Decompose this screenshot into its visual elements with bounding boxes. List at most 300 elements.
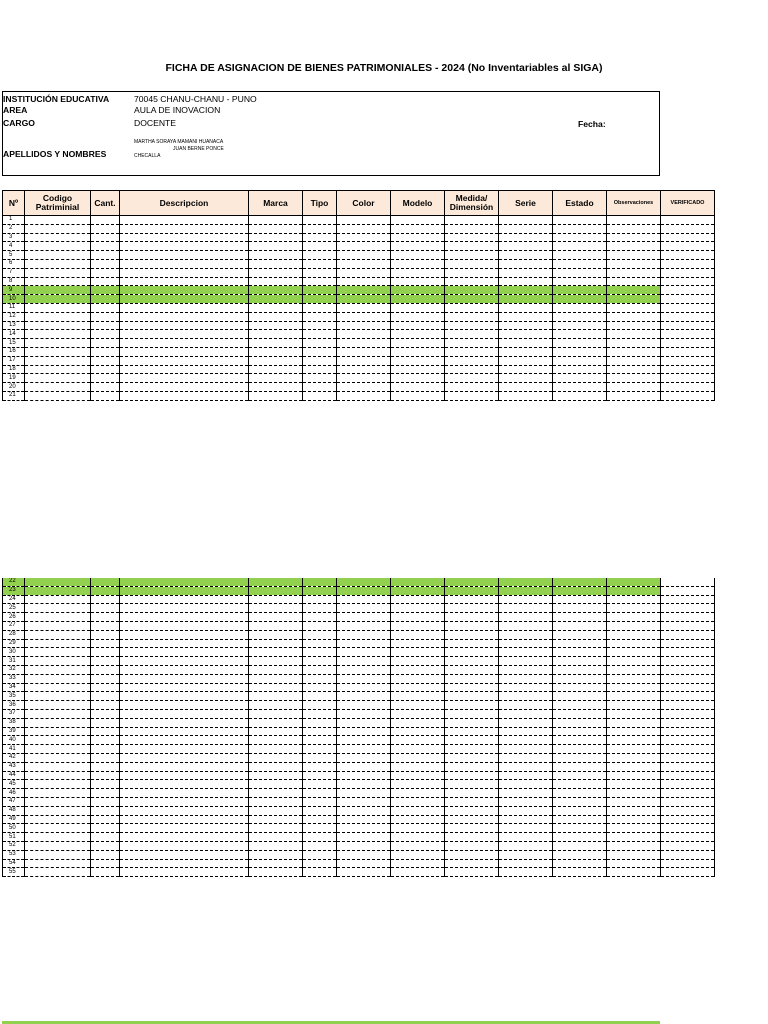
table-cell[interactable] bbox=[249, 630, 303, 639]
cell-verificado[interactable] bbox=[661, 242, 715, 251]
table-cell[interactable] bbox=[120, 727, 249, 736]
table-cell[interactable] bbox=[445, 268, 499, 277]
table-cell[interactable] bbox=[499, 648, 553, 657]
table-cell[interactable] bbox=[120, 683, 249, 692]
table-cell[interactable] bbox=[249, 762, 303, 771]
table-cell[interactable] bbox=[499, 657, 553, 666]
table-cell[interactable] bbox=[391, 374, 445, 383]
table-cell[interactable] bbox=[120, 224, 249, 233]
table-cell[interactable] bbox=[303, 216, 337, 225]
table-cell[interactable] bbox=[303, 753, 337, 762]
table-cell[interactable] bbox=[249, 771, 303, 780]
table-cell[interactable] bbox=[499, 224, 553, 233]
table-cell[interactable] bbox=[391, 745, 445, 754]
table-cell[interactable] bbox=[607, 391, 661, 400]
table-cell[interactable] bbox=[337, 771, 391, 780]
table-cell[interactable] bbox=[499, 586, 553, 595]
table-cell[interactable] bbox=[249, 330, 303, 339]
table-cell[interactable] bbox=[337, 789, 391, 798]
table-cell[interactable] bbox=[499, 374, 553, 383]
table-cell[interactable] bbox=[445, 718, 499, 727]
table-cell[interactable] bbox=[249, 727, 303, 736]
cell-verificado[interactable] bbox=[661, 833, 715, 842]
table-cell[interactable] bbox=[607, 383, 661, 392]
table-cell[interactable] bbox=[445, 233, 499, 242]
table-cell[interactable] bbox=[607, 648, 661, 657]
table-cell[interactable] bbox=[553, 753, 607, 762]
table-cell[interactable] bbox=[499, 868, 553, 877]
table-cell[interactable] bbox=[25, 762, 91, 771]
table-cell[interactable] bbox=[25, 815, 91, 824]
table-cell[interactable] bbox=[337, 578, 391, 586]
table-cell[interactable] bbox=[120, 753, 249, 762]
table-cell[interactable] bbox=[91, 692, 120, 701]
cell-verificado[interactable] bbox=[661, 216, 715, 225]
table-cell[interactable] bbox=[337, 595, 391, 604]
table-cell[interactable] bbox=[337, 330, 391, 339]
table-cell[interactable] bbox=[499, 233, 553, 242]
table-cell[interactable] bbox=[120, 312, 249, 321]
table-cell[interactable] bbox=[25, 330, 91, 339]
table-cell[interactable] bbox=[120, 630, 249, 639]
table-cell[interactable] bbox=[607, 339, 661, 348]
table-cell[interactable] bbox=[391, 339, 445, 348]
cell-verificado[interactable] bbox=[661, 771, 715, 780]
table-cell[interactable] bbox=[391, 657, 445, 666]
table-cell[interactable] bbox=[91, 613, 120, 622]
table-cell[interactable] bbox=[249, 391, 303, 400]
table-cell[interactable] bbox=[249, 224, 303, 233]
table-cell[interactable] bbox=[303, 224, 337, 233]
table-cell[interactable] bbox=[445, 657, 499, 666]
table-cell[interactable] bbox=[303, 330, 337, 339]
cell-verificado[interactable] bbox=[661, 321, 715, 330]
table-cell[interactable] bbox=[25, 833, 91, 842]
table-cell[interactable] bbox=[303, 824, 337, 833]
table-cell[interactable] bbox=[249, 806, 303, 815]
table-cell[interactable] bbox=[91, 578, 120, 586]
table-cell[interactable] bbox=[25, 268, 91, 277]
table-cell[interactable] bbox=[499, 745, 553, 754]
cell-verificado[interactable] bbox=[661, 330, 715, 339]
table-cell[interactable] bbox=[337, 321, 391, 330]
table-cell[interactable] bbox=[249, 859, 303, 868]
table-cell[interactable] bbox=[553, 613, 607, 622]
table-cell[interactable] bbox=[553, 339, 607, 348]
table-cell[interactable] bbox=[25, 242, 91, 251]
table-cell[interactable] bbox=[91, 356, 120, 365]
table-cell[interactable] bbox=[120, 841, 249, 850]
table-cell[interactable] bbox=[303, 868, 337, 877]
cell-verificado[interactable] bbox=[661, 815, 715, 824]
table-cell[interactable] bbox=[337, 736, 391, 745]
table-cell[interactable] bbox=[445, 683, 499, 692]
table-cell[interactable] bbox=[91, 295, 120, 304]
table-cell[interactable] bbox=[303, 268, 337, 277]
table-cell[interactable] bbox=[499, 709, 553, 718]
table-cell[interactable] bbox=[120, 771, 249, 780]
table-cell[interactable] bbox=[391, 648, 445, 657]
table-cell[interactable] bbox=[249, 374, 303, 383]
table-cell[interactable] bbox=[120, 595, 249, 604]
table-cell[interactable] bbox=[337, 639, 391, 648]
cell-verificado[interactable] bbox=[661, 780, 715, 789]
table-cell[interactable] bbox=[249, 604, 303, 613]
table-cell[interactable] bbox=[553, 806, 607, 815]
table-cell[interactable] bbox=[249, 312, 303, 321]
table-cell[interactable] bbox=[607, 613, 661, 622]
table-cell[interactable] bbox=[499, 789, 553, 798]
table-cell[interactable] bbox=[303, 586, 337, 595]
table-cell[interactable] bbox=[391, 630, 445, 639]
table-cell[interactable] bbox=[91, 657, 120, 666]
table-cell[interactable] bbox=[391, 683, 445, 692]
table-cell[interactable] bbox=[445, 745, 499, 754]
table-cell[interactable] bbox=[25, 321, 91, 330]
table-cell[interactable] bbox=[91, 242, 120, 251]
table-cell[interactable] bbox=[553, 365, 607, 374]
cell-verificado[interactable] bbox=[661, 613, 715, 622]
table-cell[interactable] bbox=[445, 321, 499, 330]
table-cell[interactable] bbox=[553, 621, 607, 630]
table-cell[interactable] bbox=[25, 806, 91, 815]
table-cell[interactable] bbox=[337, 745, 391, 754]
table-cell[interactable] bbox=[607, 692, 661, 701]
table-cell[interactable] bbox=[91, 321, 120, 330]
table-cell[interactable] bbox=[91, 833, 120, 842]
table-cell[interactable] bbox=[120, 374, 249, 383]
table-cell[interactable] bbox=[91, 850, 120, 859]
table-cell[interactable] bbox=[499, 727, 553, 736]
table-cell[interactable] bbox=[607, 251, 661, 260]
table-cell[interactable] bbox=[391, 347, 445, 356]
cell-verificado[interactable] bbox=[661, 303, 715, 312]
table-cell[interactable] bbox=[607, 242, 661, 251]
table-cell[interactable] bbox=[499, 718, 553, 727]
table-cell[interactable] bbox=[91, 762, 120, 771]
table-cell[interactable] bbox=[391, 841, 445, 850]
table-cell[interactable] bbox=[91, 365, 120, 374]
table-cell[interactable] bbox=[607, 683, 661, 692]
cell-verificado[interactable] bbox=[661, 286, 715, 295]
cell-verificado[interactable] bbox=[661, 665, 715, 674]
table-cell[interactable] bbox=[91, 286, 120, 295]
table-cell[interactable] bbox=[445, 295, 499, 304]
table-cell[interactable] bbox=[607, 303, 661, 312]
table-cell[interactable] bbox=[303, 339, 337, 348]
table-cell[interactable] bbox=[391, 365, 445, 374]
table-cell[interactable] bbox=[499, 701, 553, 710]
table-cell[interactable] bbox=[249, 674, 303, 683]
table-cell[interactable] bbox=[391, 383, 445, 392]
table-cell[interactable] bbox=[91, 824, 120, 833]
table-cell[interactable] bbox=[391, 259, 445, 268]
table-cell[interactable] bbox=[607, 736, 661, 745]
table-cell[interactable] bbox=[445, 286, 499, 295]
table-cell[interactable] bbox=[91, 701, 120, 710]
table-cell[interactable] bbox=[249, 321, 303, 330]
table-cell[interactable] bbox=[445, 850, 499, 859]
table-cell[interactable] bbox=[607, 595, 661, 604]
table-cell[interactable] bbox=[91, 277, 120, 286]
table-cell[interactable] bbox=[499, 797, 553, 806]
table-cell[interactable] bbox=[249, 295, 303, 304]
table-cell[interactable] bbox=[249, 356, 303, 365]
table-cell[interactable] bbox=[499, 613, 553, 622]
table-cell[interactable] bbox=[91, 815, 120, 824]
table-cell[interactable] bbox=[607, 859, 661, 868]
table-cell[interactable] bbox=[499, 383, 553, 392]
table-cell[interactable] bbox=[553, 391, 607, 400]
table-cell[interactable] bbox=[120, 347, 249, 356]
table-cell[interactable] bbox=[445, 259, 499, 268]
table-cell[interactable] bbox=[25, 850, 91, 859]
table-cell[interactable] bbox=[607, 224, 661, 233]
table-cell[interactable] bbox=[91, 330, 120, 339]
table-cell[interactable] bbox=[25, 613, 91, 622]
table-cell[interactable] bbox=[499, 833, 553, 842]
cell-verificado[interactable] bbox=[661, 745, 715, 754]
table-cell[interactable] bbox=[25, 224, 91, 233]
table-cell[interactable] bbox=[249, 268, 303, 277]
table-cell[interactable] bbox=[249, 365, 303, 374]
table-cell[interactable] bbox=[445, 277, 499, 286]
table-cell[interactable] bbox=[91, 868, 120, 877]
table-cell[interactable] bbox=[445, 701, 499, 710]
table-cell[interactable] bbox=[249, 657, 303, 666]
table-cell[interactable] bbox=[91, 753, 120, 762]
table-cell[interactable] bbox=[391, 859, 445, 868]
table-cell[interactable] bbox=[607, 365, 661, 374]
table-cell[interactable] bbox=[91, 674, 120, 683]
table-cell[interactable] bbox=[337, 753, 391, 762]
table-cell[interactable] bbox=[553, 824, 607, 833]
table-cell[interactable] bbox=[553, 709, 607, 718]
table-cell[interactable] bbox=[303, 578, 337, 586]
table-cell[interactable] bbox=[553, 383, 607, 392]
cell-verificado[interactable] bbox=[661, 365, 715, 374]
table-cell[interactable] bbox=[553, 683, 607, 692]
table-cell[interactable] bbox=[553, 224, 607, 233]
table-cell[interactable] bbox=[249, 815, 303, 824]
table-cell[interactable] bbox=[120, 709, 249, 718]
cell-verificado[interactable] bbox=[661, 259, 715, 268]
table-cell[interactable] bbox=[499, 277, 553, 286]
table-cell[interactable] bbox=[249, 824, 303, 833]
table-cell[interactable] bbox=[25, 780, 91, 789]
table-cell[interactable] bbox=[607, 727, 661, 736]
table-cell[interactable] bbox=[91, 224, 120, 233]
table-cell[interactable] bbox=[499, 578, 553, 586]
cell-verificado[interactable] bbox=[661, 224, 715, 233]
table-cell[interactable] bbox=[337, 665, 391, 674]
table-cell[interactable] bbox=[91, 604, 120, 613]
table-cell[interactable] bbox=[303, 789, 337, 798]
table-cell[interactable] bbox=[445, 251, 499, 260]
table-cell[interactable] bbox=[391, 330, 445, 339]
table-cell[interactable] bbox=[607, 797, 661, 806]
table-cell[interactable] bbox=[445, 216, 499, 225]
table-cell[interactable] bbox=[337, 868, 391, 877]
cell-verificado[interactable] bbox=[661, 789, 715, 798]
table-cell[interactable] bbox=[303, 639, 337, 648]
table-cell[interactable] bbox=[303, 780, 337, 789]
table-cell[interactable] bbox=[120, 383, 249, 392]
table-cell[interactable] bbox=[607, 374, 661, 383]
table-cell[interactable] bbox=[91, 374, 120, 383]
table-cell[interactable] bbox=[91, 339, 120, 348]
table-cell[interactable] bbox=[499, 347, 553, 356]
table-cell[interactable] bbox=[25, 797, 91, 806]
cell-verificado[interactable] bbox=[661, 657, 715, 666]
table-cell[interactable] bbox=[337, 709, 391, 718]
table-cell[interactable] bbox=[303, 286, 337, 295]
table-cell[interactable] bbox=[553, 374, 607, 383]
table-cell[interactable] bbox=[337, 303, 391, 312]
table-cell[interactable] bbox=[607, 312, 661, 321]
table-cell[interactable] bbox=[91, 251, 120, 260]
table-cell[interactable] bbox=[25, 824, 91, 833]
table-cell[interactable] bbox=[607, 780, 661, 789]
table-cell[interactable] bbox=[337, 339, 391, 348]
table-cell[interactable] bbox=[25, 692, 91, 701]
table-cell[interactable] bbox=[445, 578, 499, 586]
table-cell[interactable] bbox=[120, 216, 249, 225]
table-cell[interactable] bbox=[120, 356, 249, 365]
table-cell[interactable] bbox=[445, 391, 499, 400]
table-cell[interactable] bbox=[25, 745, 91, 754]
table-cell[interactable] bbox=[553, 268, 607, 277]
table-cell[interactable] bbox=[445, 648, 499, 657]
table-cell[interactable] bbox=[25, 709, 91, 718]
table-cell[interactable] bbox=[445, 859, 499, 868]
table-cell[interactable] bbox=[249, 701, 303, 710]
table-cell[interactable] bbox=[391, 833, 445, 842]
table-cell[interactable] bbox=[607, 233, 661, 242]
cell-verificado[interactable] bbox=[661, 595, 715, 604]
table-cell[interactable] bbox=[499, 736, 553, 745]
table-cell[interactable] bbox=[337, 841, 391, 850]
table-cell[interactable] bbox=[391, 850, 445, 859]
table-cell[interactable] bbox=[445, 242, 499, 251]
table-cell[interactable] bbox=[303, 604, 337, 613]
table-cell[interactable] bbox=[91, 859, 120, 868]
table-cell[interactable] bbox=[607, 216, 661, 225]
table-cell[interactable] bbox=[499, 841, 553, 850]
cell-verificado[interactable] bbox=[661, 709, 715, 718]
table-cell[interactable] bbox=[499, 824, 553, 833]
table-cell[interactable] bbox=[91, 630, 120, 639]
table-cell[interactable] bbox=[337, 815, 391, 824]
table-cell[interactable] bbox=[25, 648, 91, 657]
table-cell[interactable] bbox=[25, 674, 91, 683]
table-cell[interactable] bbox=[249, 383, 303, 392]
cell-verificado[interactable] bbox=[661, 718, 715, 727]
table-cell[interactable] bbox=[391, 586, 445, 595]
table-cell[interactable] bbox=[120, 815, 249, 824]
table-cell[interactable] bbox=[120, 850, 249, 859]
table-cell[interactable] bbox=[120, 806, 249, 815]
table-cell[interactable] bbox=[120, 259, 249, 268]
table-cell[interactable] bbox=[303, 806, 337, 815]
table-cell[interactable] bbox=[607, 850, 661, 859]
table-cell[interactable] bbox=[25, 859, 91, 868]
table-cell[interactable] bbox=[391, 868, 445, 877]
table-cell[interactable] bbox=[91, 797, 120, 806]
table-cell[interactable] bbox=[445, 665, 499, 674]
table-cell[interactable] bbox=[303, 665, 337, 674]
table-cell[interactable] bbox=[25, 595, 91, 604]
table-cell[interactable] bbox=[445, 833, 499, 842]
table-cell[interactable] bbox=[120, 789, 249, 798]
table-cell[interactable] bbox=[91, 233, 120, 242]
table-cell[interactable] bbox=[25, 657, 91, 666]
table-cell[interactable] bbox=[445, 824, 499, 833]
table-cell[interactable] bbox=[120, 701, 249, 710]
table-cell[interactable] bbox=[607, 789, 661, 798]
table-cell[interactable] bbox=[249, 709, 303, 718]
table-cell[interactable] bbox=[249, 621, 303, 630]
table-cell[interactable] bbox=[445, 586, 499, 595]
table-cell[interactable] bbox=[91, 595, 120, 604]
table-cell[interactable] bbox=[303, 365, 337, 374]
table-cell[interactable] bbox=[337, 251, 391, 260]
table-cell[interactable] bbox=[120, 868, 249, 877]
table-cell[interactable] bbox=[499, 295, 553, 304]
table-cell[interactable] bbox=[499, 771, 553, 780]
table-cell[interactable] bbox=[25, 312, 91, 321]
table-cell[interactable] bbox=[553, 277, 607, 286]
table-cell[interactable] bbox=[391, 303, 445, 312]
table-cell[interactable] bbox=[249, 753, 303, 762]
table-cell[interactable] bbox=[249, 692, 303, 701]
table-cell[interactable] bbox=[391, 224, 445, 233]
cell-verificado[interactable] bbox=[661, 639, 715, 648]
cell-verificado[interactable] bbox=[661, 586, 715, 595]
cell-verificado[interactable] bbox=[661, 762, 715, 771]
cell-verificado[interactable] bbox=[661, 683, 715, 692]
table-cell[interactable] bbox=[607, 745, 661, 754]
table-cell[interactable] bbox=[303, 630, 337, 639]
table-cell[interactable] bbox=[553, 789, 607, 798]
table-cell[interactable] bbox=[553, 833, 607, 842]
table-cell[interactable] bbox=[91, 216, 120, 225]
table-cell[interactable] bbox=[303, 841, 337, 850]
table-cell[interactable] bbox=[553, 604, 607, 613]
table-cell[interactable] bbox=[553, 665, 607, 674]
table-cell[interactable] bbox=[303, 674, 337, 683]
table-cell[interactable] bbox=[391, 701, 445, 710]
table-cell[interactable] bbox=[303, 242, 337, 251]
table-cell[interactable] bbox=[391, 251, 445, 260]
table-cell[interactable] bbox=[499, 621, 553, 630]
cell-verificado[interactable] bbox=[661, 797, 715, 806]
table-cell[interactable] bbox=[553, 312, 607, 321]
table-cell[interactable] bbox=[337, 859, 391, 868]
cell-verificado[interactable] bbox=[661, 648, 715, 657]
table-cell[interactable] bbox=[553, 639, 607, 648]
cell-verificado[interactable] bbox=[661, 621, 715, 630]
cell-verificado[interactable] bbox=[661, 824, 715, 833]
table-cell[interactable] bbox=[499, 259, 553, 268]
table-cell[interactable] bbox=[337, 797, 391, 806]
table-cell[interactable] bbox=[303, 762, 337, 771]
table-cell[interactable] bbox=[25, 347, 91, 356]
table-cell[interactable] bbox=[91, 780, 120, 789]
table-cell[interactable] bbox=[499, 780, 553, 789]
table-cell[interactable] bbox=[120, 780, 249, 789]
table-cell[interactable] bbox=[553, 780, 607, 789]
